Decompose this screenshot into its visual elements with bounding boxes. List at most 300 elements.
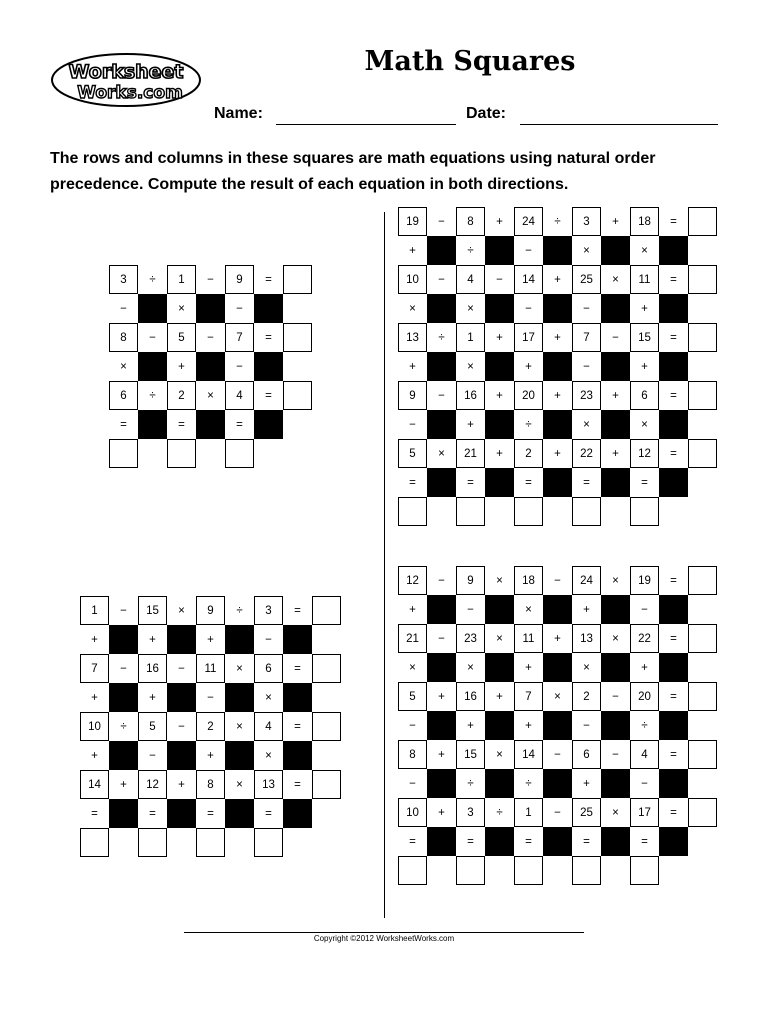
operator-cell: +: [554, 389, 561, 402]
number-cell: 8: [456, 207, 485, 236]
answer-box[interactable]: [225, 439, 254, 468]
answer-box[interactable]: [688, 323, 717, 352]
operator-cell: +: [525, 719, 532, 732]
black-cell: [601, 595, 630, 624]
operator-cell: ×: [612, 806, 619, 819]
operator-cell: −: [554, 748, 561, 761]
number-cell: 13: [572, 624, 601, 653]
operator-cell: +: [496, 331, 503, 344]
black-cell: [601, 352, 630, 381]
operator-cell: +: [438, 748, 445, 761]
equals-cell: =: [525, 476, 532, 489]
operator-cell: +: [409, 603, 416, 616]
operator-cell: −: [149, 331, 156, 344]
operator-cell: −: [409, 418, 416, 431]
number-cell: 9: [225, 265, 254, 294]
number-cell: 9: [196, 596, 225, 625]
answer-box[interactable]: [80, 828, 109, 857]
answer-box[interactable]: [283, 265, 312, 294]
operator-cell: ×: [236, 720, 243, 733]
equals-cell: =: [207, 807, 214, 820]
operator-cell: +: [178, 778, 185, 791]
answer-box[interactable]: [196, 828, 225, 857]
operator-cell: ×: [496, 574, 503, 587]
operator-cell: ×: [265, 691, 272, 704]
operator-cell: ×: [496, 632, 503, 645]
number-cell: 7: [572, 323, 601, 352]
operator-cell: ×: [641, 244, 648, 257]
black-cell: [427, 236, 456, 265]
black-cell: [543, 769, 572, 798]
answer-box[interactable]: [456, 497, 485, 526]
equals-cell: =: [265, 331, 272, 344]
black-cell: [109, 683, 138, 712]
black-cell: [485, 294, 514, 323]
operator-cell: −: [409, 777, 416, 790]
answer-box[interactable]: [109, 439, 138, 468]
equals-cell: =: [149, 807, 156, 820]
number-cell: 2: [196, 712, 225, 741]
operator-cell: −: [409, 719, 416, 732]
operator-cell: +: [467, 719, 474, 732]
answer-box[interactable]: [312, 596, 341, 625]
operator-cell: ×: [612, 273, 619, 286]
instructions: The rows and columns in these squares are math equations using natural order precedence. Compute the result of each equation in both directions.: [50, 150, 656, 193]
operator-cell: +: [120, 778, 127, 791]
number-cell: 5: [398, 439, 427, 468]
operator-cell: +: [612, 447, 619, 460]
operator-cell: ×: [641, 418, 648, 431]
number-cell: 10: [80, 712, 109, 741]
operator-cell: −: [438, 574, 445, 587]
number-cell: 1: [514, 798, 543, 827]
operator-cell: ÷: [525, 418, 532, 431]
number-cell: 16: [138, 654, 167, 683]
number-cell: 3: [109, 265, 138, 294]
operator-cell: ÷: [525, 777, 532, 790]
number-cell: 21: [398, 624, 427, 653]
equals-cell: =: [670, 690, 677, 703]
number-cell: 1: [80, 596, 109, 625]
number-cell: 6: [109, 381, 138, 410]
black-cell: [485, 827, 514, 856]
equals-cell: =: [670, 574, 677, 587]
black-cell: [138, 294, 167, 323]
black-cell: [109, 741, 138, 770]
operator-cell: +: [612, 389, 619, 402]
operator-cell: ×: [265, 749, 272, 762]
operator-cell: +: [496, 389, 503, 402]
worksheetworks-logo: [50, 52, 202, 108]
operator-cell: −: [496, 273, 503, 286]
answer-box[interactable]: [630, 497, 659, 526]
equals-cell: =: [670, 806, 677, 819]
equals-cell: =: [583, 835, 590, 848]
operator-cell: ×: [409, 661, 416, 674]
operator-cell: ×: [612, 574, 619, 587]
operator-cell: +: [641, 302, 648, 315]
number-cell: 4: [456, 265, 485, 294]
answer-box[interactable]: [514, 856, 543, 885]
black-cell: [167, 799, 196, 828]
operator-cell: −: [554, 806, 561, 819]
operator-cell: +: [207, 749, 214, 762]
operator-cell: ×: [496, 748, 503, 761]
black-cell: [427, 294, 456, 323]
operator-cell: −: [583, 302, 590, 315]
operator-cell: +: [207, 633, 214, 646]
equals-cell: =: [294, 604, 301, 617]
number-cell: 5: [138, 712, 167, 741]
number-cell: 17: [514, 323, 543, 352]
answer-box[interactable]: [688, 439, 717, 468]
number-cell: 19: [630, 566, 659, 595]
number-cell: 11: [196, 654, 225, 683]
black-cell: [167, 741, 196, 770]
operator-cell: −: [641, 603, 648, 616]
operator-cell: −: [207, 273, 214, 286]
operator-cell: +: [91, 633, 98, 646]
number-cell: 7: [225, 323, 254, 352]
black-cell: [601, 769, 630, 798]
number-cell: 4: [225, 381, 254, 410]
black-cell: [138, 410, 167, 439]
operator-cell: −: [438, 273, 445, 286]
number-cell: 22: [630, 624, 659, 653]
number-cell: 25: [572, 265, 601, 294]
answer-box[interactable]: [398, 856, 427, 885]
equals-cell: =: [265, 273, 272, 286]
answer-box[interactable]: [283, 323, 312, 352]
black-cell: [427, 653, 456, 682]
black-cell: [543, 294, 572, 323]
operator-cell: +: [525, 360, 532, 373]
black-cell: [543, 711, 572, 740]
equals-cell: =: [525, 835, 532, 848]
black-cell: [543, 653, 572, 682]
equals-cell: =: [91, 807, 98, 820]
number-cell: 6: [254, 654, 283, 683]
black-cell: [283, 625, 312, 654]
operator-cell: ×: [178, 604, 185, 617]
equals-cell: =: [670, 632, 677, 645]
black-cell: [109, 799, 138, 828]
operator-cell: +: [496, 447, 503, 460]
answer-box[interactable]: [572, 497, 601, 526]
answer-box[interactable]: [688, 381, 717, 410]
number-cell: 5: [398, 682, 427, 711]
black-cell: [601, 294, 630, 323]
operator-cell: −: [236, 360, 243, 373]
operator-cell: +: [91, 691, 98, 704]
column-divider: [384, 212, 385, 918]
black-cell: [167, 625, 196, 654]
operator-cell: +: [554, 447, 561, 460]
operator-cell: ÷: [438, 331, 445, 344]
operator-cell: ÷: [149, 389, 156, 402]
number-cell: 11: [514, 624, 543, 653]
answer-box[interactable]: [398, 497, 427, 526]
black-cell: [659, 294, 688, 323]
equals-cell: =: [670, 389, 677, 402]
operator-cell: −: [438, 215, 445, 228]
operator-cell: +: [91, 749, 98, 762]
black-cell: [659, 769, 688, 798]
equals-cell: =: [294, 662, 301, 675]
number-cell: 18: [630, 207, 659, 236]
number-cell: 5: [167, 323, 196, 352]
operator-cell: ÷: [120, 720, 127, 733]
answer-box[interactable]: [514, 497, 543, 526]
number-cell: 20: [630, 682, 659, 711]
number-cell: 25: [572, 798, 601, 827]
operator-cell: −: [612, 748, 619, 761]
answer-box[interactable]: [688, 207, 717, 236]
number-cell: 18: [514, 566, 543, 595]
operator-cell: −: [120, 662, 127, 675]
black-cell: [543, 468, 572, 497]
number-cell: 12: [630, 439, 659, 468]
page-title: Math Squares: [364, 46, 576, 77]
operator-cell: ×: [120, 360, 127, 373]
name-field-line[interactable]: [276, 124, 456, 125]
operator-cell: −: [467, 603, 474, 616]
black-cell: [485, 468, 514, 497]
number-cell: 6: [572, 740, 601, 769]
number-cell: 20: [514, 381, 543, 410]
number-cell: 16: [456, 682, 485, 711]
black-cell: [427, 595, 456, 624]
operator-cell: −: [120, 604, 127, 617]
operator-cell: +: [496, 690, 503, 703]
operator-cell: −: [178, 720, 185, 733]
black-cell: [427, 468, 456, 497]
number-cell: 13: [254, 770, 283, 799]
operator-cell: ×: [236, 778, 243, 791]
black-cell: [254, 410, 283, 439]
equals-cell: =: [670, 748, 677, 761]
black-cell: [485, 653, 514, 682]
operator-cell: +: [496, 215, 503, 228]
answer-box[interactable]: [688, 740, 717, 769]
operator-cell: −: [525, 302, 532, 315]
number-cell: 14: [514, 265, 543, 294]
black-cell: [196, 410, 225, 439]
operator-cell: ÷: [554, 215, 561, 228]
operator-cell: −: [120, 302, 127, 315]
black-cell: [543, 827, 572, 856]
answer-box[interactable]: [456, 856, 485, 885]
operator-cell: +: [525, 661, 532, 674]
operator-cell: +: [409, 360, 416, 373]
number-cell: 14: [514, 740, 543, 769]
operator-cell: −: [207, 691, 214, 704]
number-cell: 3: [254, 596, 283, 625]
number-cell: 23: [456, 624, 485, 653]
operator-cell: ×: [409, 302, 416, 315]
equals-cell: =: [294, 720, 301, 733]
equals-cell: =: [467, 835, 474, 848]
answer-box[interactable]: [688, 265, 717, 294]
operator-cell: −: [178, 662, 185, 675]
number-cell: 24: [572, 566, 601, 595]
operator-cell: −: [265, 633, 272, 646]
operator-cell: −: [207, 331, 214, 344]
operator-cell: −: [583, 719, 590, 732]
black-cell: [659, 410, 688, 439]
number-cell: 2: [514, 439, 543, 468]
black-cell: [543, 410, 572, 439]
answer-box[interactable]: [283, 381, 312, 410]
number-cell: 11: [630, 265, 659, 294]
number-cell: 17: [630, 798, 659, 827]
number-cell: 2: [167, 381, 196, 410]
black-cell: [601, 468, 630, 497]
number-cell: 4: [630, 740, 659, 769]
number-cell: 7: [80, 654, 109, 683]
black-cell: [543, 352, 572, 381]
black-cell: [254, 352, 283, 381]
answer-box[interactable]: [572, 856, 601, 885]
answer-box[interactable]: [688, 798, 717, 827]
operator-cell: ÷: [236, 604, 243, 617]
black-cell: [485, 410, 514, 439]
equals-cell: =: [178, 418, 185, 431]
equals-cell: =: [670, 273, 677, 286]
copyright: Copyright ©2012 WorksheetWorks.com: [313, 934, 455, 943]
black-cell: [485, 352, 514, 381]
number-cell: 9: [398, 381, 427, 410]
black-cell: [225, 683, 254, 712]
number-cell: 6: [630, 381, 659, 410]
answer-box[interactable]: [630, 856, 659, 885]
equals-cell: =: [265, 807, 272, 820]
operator-cell: ×: [612, 632, 619, 645]
operator-cell: ×: [525, 603, 532, 616]
answer-box[interactable]: [688, 566, 717, 595]
black-cell: [659, 236, 688, 265]
equals-cell: =: [670, 331, 677, 344]
equals-cell: =: [236, 418, 243, 431]
black-cell: [167, 683, 196, 712]
operator-cell: −: [525, 244, 532, 257]
number-cell: 3: [572, 207, 601, 236]
black-cell: [543, 236, 572, 265]
black-cell: [427, 352, 456, 381]
equals-cell: =: [641, 835, 648, 848]
black-cell: [659, 711, 688, 740]
equals-cell: =: [409, 835, 416, 848]
date-field-line[interactable]: [520, 124, 718, 125]
operator-cell: −: [149, 749, 156, 762]
answer-box[interactable]: [312, 712, 341, 741]
black-cell: [543, 595, 572, 624]
operator-cell: ×: [467, 302, 474, 315]
operator-cell: ×: [467, 661, 474, 674]
equals-cell: =: [641, 476, 648, 489]
answer-box[interactable]: [167, 439, 196, 468]
number-cell: 2: [572, 682, 601, 711]
equals-cell: =: [294, 778, 301, 791]
answer-box[interactable]: [312, 770, 341, 799]
black-cell: [196, 352, 225, 381]
answer-box[interactable]: [138, 828, 167, 857]
operator-cell: ÷: [467, 244, 474, 257]
black-cell: [601, 653, 630, 682]
black-cell: [659, 468, 688, 497]
date-label: Date:: [466, 105, 507, 122]
number-cell: 9: [456, 566, 485, 595]
equals-cell: =: [467, 476, 474, 489]
number-cell: 23: [572, 381, 601, 410]
number-cell: 1: [456, 323, 485, 352]
number-cell: 13: [398, 323, 427, 352]
operator-cell: −: [612, 690, 619, 703]
operator-cell: +: [438, 806, 445, 819]
operator-cell: +: [554, 331, 561, 344]
number-cell: 24: [514, 207, 543, 236]
number-cell: 12: [398, 566, 427, 595]
answer-box[interactable]: [688, 682, 717, 711]
number-cell: 4: [254, 712, 283, 741]
answer-box[interactable]: [312, 654, 341, 683]
operator-cell: ×: [467, 360, 474, 373]
black-cell: [485, 595, 514, 624]
operator-cell: ÷: [496, 806, 503, 819]
answer-box[interactable]: [688, 624, 717, 653]
black-cell: [283, 741, 312, 770]
number-cell: 1: [167, 265, 196, 294]
operator-cell: ×: [583, 418, 590, 431]
operator-cell: +: [583, 777, 590, 790]
logo-text-bottom: Works.com: [77, 83, 183, 103]
operator-cell: −: [554, 574, 561, 587]
answer-box[interactable]: [254, 828, 283, 857]
operator-cell: +: [641, 360, 648, 373]
operator-cell: +: [149, 691, 156, 704]
operator-cell: +: [467, 418, 474, 431]
black-cell: [138, 352, 167, 381]
black-cell: [254, 294, 283, 323]
operator-cell: +: [554, 632, 561, 645]
black-cell: [225, 625, 254, 654]
black-cell: [485, 769, 514, 798]
operator-cell: ×: [236, 662, 243, 675]
black-cell: [109, 625, 138, 654]
operator-cell: ×: [438, 447, 445, 460]
black-cell: [485, 236, 514, 265]
number-cell: 15: [138, 596, 167, 625]
equals-cell: =: [583, 476, 590, 489]
operator-cell: −: [583, 360, 590, 373]
black-cell: [659, 653, 688, 682]
operator-cell: ×: [178, 302, 185, 315]
operator-cell: −: [438, 389, 445, 402]
equals-cell: =: [409, 476, 416, 489]
number-cell: 8: [398, 740, 427, 769]
number-cell: 7: [514, 682, 543, 711]
operator-cell: +: [438, 690, 445, 703]
number-cell: 15: [456, 740, 485, 769]
number-cell: 14: [80, 770, 109, 799]
number-cell: 8: [196, 770, 225, 799]
operator-cell: ×: [207, 389, 214, 402]
black-cell: [225, 799, 254, 828]
black-cell: [196, 294, 225, 323]
black-cell: [283, 683, 312, 712]
operator-cell: −: [236, 302, 243, 315]
black-cell: [427, 410, 456, 439]
